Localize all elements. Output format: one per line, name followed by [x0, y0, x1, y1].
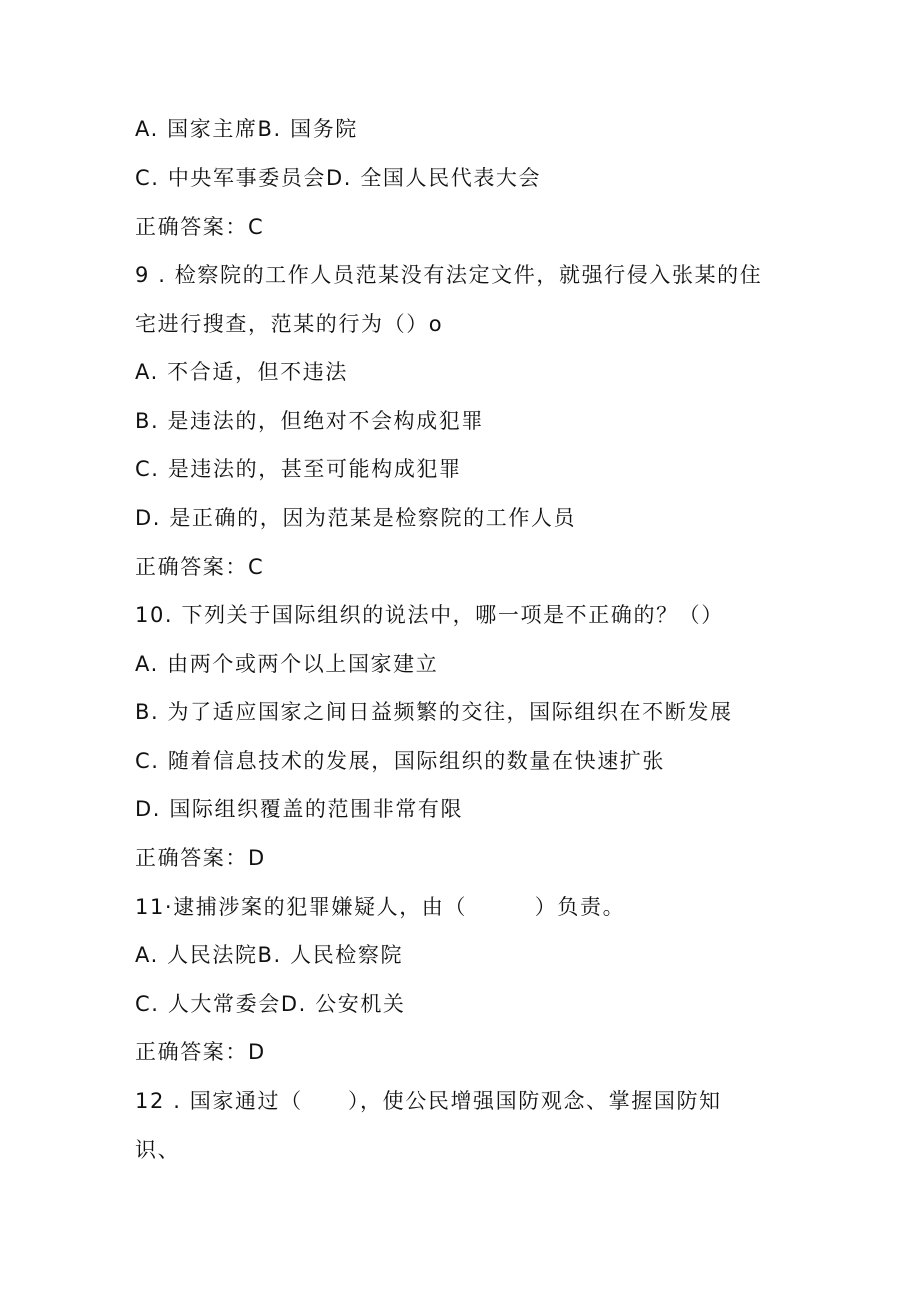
- option-line-q11-ab: A. 人民法院B. 人民检察院: [135, 943, 404, 967]
- question-12-line-1: 12 . 国家通过（ ），使公民增强国防观念、掌握国防知: [135, 1089, 722, 1113]
- question-12-line-2: 识、: [135, 1138, 181, 1162]
- option-line-q10-a: A. 由两个或两个以上国家建立: [135, 652, 439, 676]
- option-line-q10-d: D. 国际组织覆盖的范围非常有限: [135, 797, 464, 821]
- option-line-q9-a: A. 不合适，但不违法: [135, 360, 348, 384]
- question-9-line-1: 9 . 检察院的工作人员范某没有法定文件，就强行侵入张某的住: [135, 263, 763, 287]
- question-11-line-1: 11·逮捕涉案的犯罪嫌疑人，由（ ）负责。: [135, 895, 626, 919]
- option-line-q9-c: C. 是违法的，甚至可能构成犯罪: [135, 457, 462, 481]
- answer-line-q11: 正确答案：D: [135, 1040, 266, 1064]
- option-line-q9-b: B. 是违法的，但绝对不会构成犯罪: [135, 409, 484, 433]
- answer-line-q10: 正确答案：D: [135, 846, 266, 870]
- option-line-q11-cd: C. 人大常委会D. 公安机关: [135, 992, 406, 1016]
- option-line-q9-d: D. 是正确的，因为范某是检察院的工作人员: [135, 506, 577, 530]
- option-line-q8-ab: A. 国家主席B. 国务院: [135, 117, 358, 141]
- question-10-line-1: 10. 下列关于国际组织的说法中，哪一项是不正确的？（）: [135, 603, 724, 627]
- question-9-line-2: 宅进行搜查，范某的行为（）o: [135, 312, 444, 336]
- option-line-q10-b: B. 为了适应国家之间日益频繁的交往，国际组织在不断发展: [135, 700, 733, 724]
- option-line-q8-cd: C. 中央军事委员会D. 全国人民代表大会: [135, 166, 542, 190]
- answer-line-q9: 正确答案：C: [135, 555, 265, 579]
- answer-line-q8: 正确答案：C: [135, 215, 265, 239]
- option-line-q10-c: C. 随着信息技术的发展，国际组织的数量在快速扩张: [135, 749, 666, 773]
